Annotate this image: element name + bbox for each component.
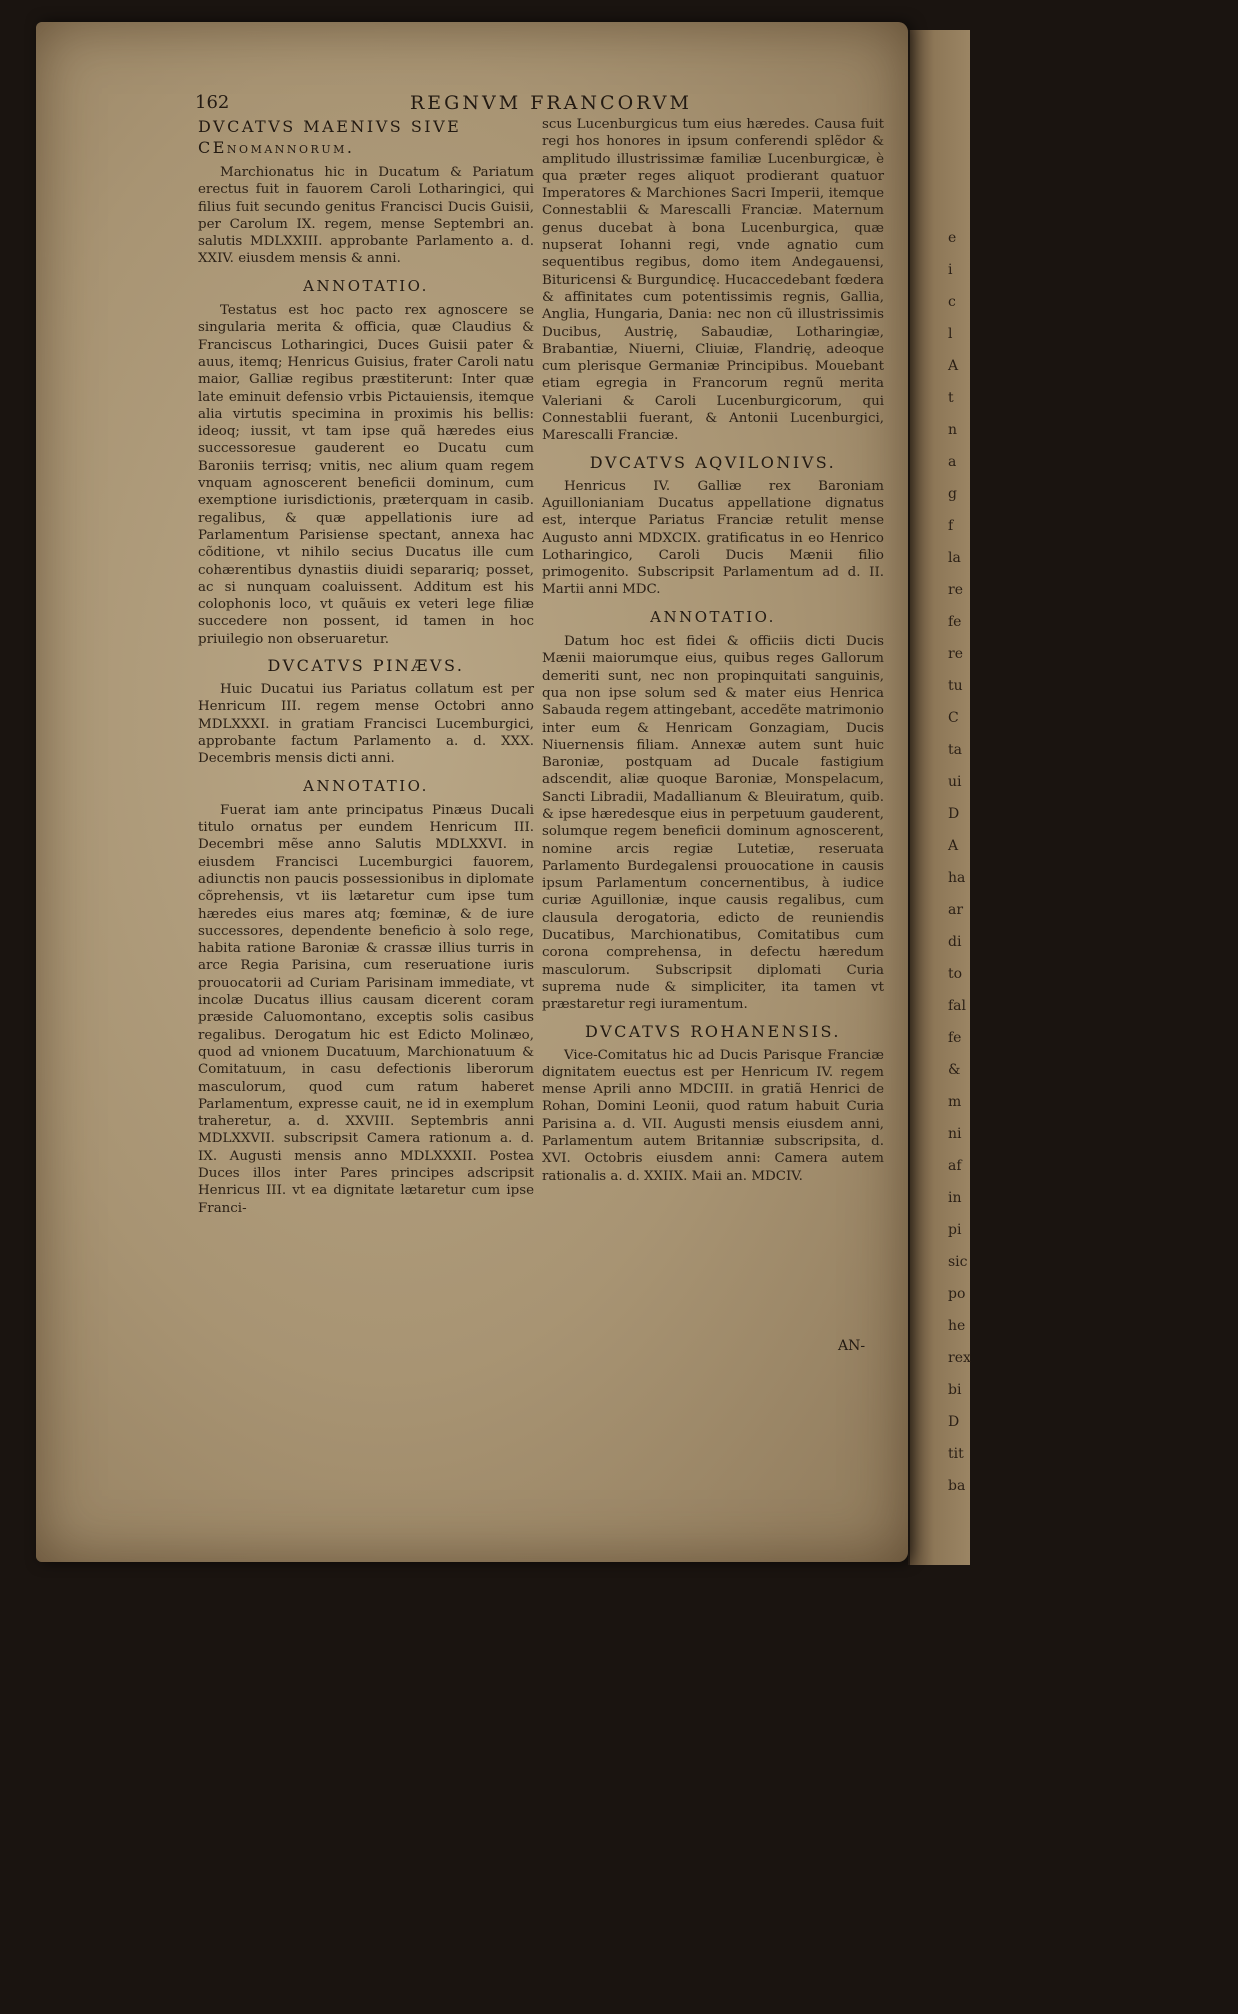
facing-page-fragment: ui [948, 774, 962, 790]
facing-page-fragment: la [948, 550, 961, 566]
facing-page-fragment: D [948, 806, 960, 822]
facing-page-fragment: ni [948, 1126, 962, 1142]
facing-page-fragment: af [948, 1158, 962, 1174]
paragraph-aquilonius: Henricus IV. Galliæ rex Baroniam Aguillonianiam Ducatus appellatione dignatus est, interque Pariatus Franciæ retulit mense Augusto anni MDXCIX. gratificatus in eo Henrico Lotharingico, Caroli Ducis Mænii filio primogenito. Subscripsit Parlamentum ad d. II. Martii anni MDC. [542, 478, 884, 598]
facing-page-fragment: ar [948, 902, 964, 918]
facing-page-fragment: di [948, 934, 962, 950]
facing-page-edge [908, 30, 970, 1565]
facing-page-fragment: po [948, 1286, 966, 1302]
facing-page-fragment: m [948, 1094, 962, 1110]
facing-page-fragment: ta [948, 742, 962, 758]
paragraph-annotatio-aquilonius: Datum hoc est fidei & officiis dicti Ducis Mænii maiorumque eius, quibus reges Gallorum demeriti sunt, nec non propinquitati sanguinis, qua non ipse solum sed & mater eius Henrica Sabauda regem attingebant, accedẽte matrimonio inter eum & Henricam Gonzagiam, Ducis Niuernensis filiam. Annexæ autem sunt huic Baroniæ, postquam ad Ducale fastigium adscendit, aliæ quoque Baroniæ, Monspelacum, Sancti Libradii, Madallianum & Bleuiratum, quib. & ipse hæredesque eius in perpetuum gauderent, solumque regem beneficii dominum agnoscerent, nomine arcis regiæ Lutetiæ, reseruata Parlamento Burdegalensi prouocatione in causis ipsum Parlamentum concernentibus, à iudice curiæ Aguilloniæ, inque causis regalibus, cum clausula derogatoria, edicto de reuniendis Ducatibus, Marchionatibus, Comitatibus cum corona comprehensa, in defectu hæredum masculorum. Subscripsit diplomati Curia suprema nude & simpliciter, ita tamen vt præstaretur regi iuramentum. [542, 634, 884, 1013]
page-number: 162 [195, 92, 230, 113]
paragraph-maenius: Marchionatus hic in Ducatum & Pariatum erectus fuit in fauorem Caroli Lotharingici, qui filius fuit secundo genitus Francisci Ducis Guisii, per Carolum IX. regem, mense Septembri an. salutis MDLXXIII. approbante Parlamento a. d. XXIV. eiusdem mensis & anni. [198, 165, 534, 267]
annotatio-heading: ANNOTATIO. [303, 776, 429, 795]
facing-page-fragment: re [948, 646, 963, 662]
facing-page-fragment: in [948, 1190, 962, 1206]
facing-page-fragment: g [948, 486, 957, 502]
running-header [195, 92, 885, 114]
facing-page-fragment: l [948, 326, 953, 342]
paragraph-continuation: scus Lucenburgicus tum eius hæredes. Causa fuit regi hos honores in ipsum conferendi splẽdor & amplitudo illustrissimæ familiæ Lucenburgicæ, è qua præter reges aliquot prodierant quatuor Imperatores & Marchiones Sacri Imperii, itemque Connestablii & Marescalli Franciæ. Maternum genus ducebat à bona Lucenburgica, quæ nupserat Iohanni regi, vnde agnatio cum sequentibus regibus, domo item Andegauensi, Bituricensi & Burgundicę. Hucaccedebant fœdera & affinitates cum potentissimis regnis, Gallia, Anglia, Hungaria, Dania: nec non cũ illustrissimis Ducibus, Austrię, Sabaudiæ, Lotharingiæ, Brabantiæ, Niuerni, Cliuiæ, Flandrię, adeoque cum plerisque Germaniæ Principibus. Mouebant etiam egregia in Francorum regnũ merita Valeriani & Caroli Lucenburgicorum, qui Connestablii fuerant, & Antonii Lucenburgici, Marescalli Franciæ. [542, 117, 884, 444]
facing-page-fragment: fe [948, 614, 962, 630]
paragraph-pinaeus: Huic Ducatui ius Pariatus collatum est per Henricum III. regem mense Octobri anno MDLXXXI. in gratiam Francisci Lucemburgici, approbante factum Parlamento a. d. XXX. Decembris mensis dicti anni. [198, 682, 534, 767]
paragraph-rohanensis: Vice-Comitatus hic ad Ducis Parisque Franciæ dignitatem euectus est per Henricum IV. regem mense Aprili anno MDCIII. in gratiã Henrici de Rohan, Domini Leonii, quod ratum habuit Curia Parisina a. d. VII. Augusti mensis eiusdem anni, Parlamentum autem Britanniæ subscripsita, d. XVI. Octobris eiusdem anni: Camera autem rationalis a. d. XXIIX. Maii an. MDCIV. [542, 1047, 884, 1184]
facing-page-fragment: fe [948, 1030, 962, 1046]
facing-page-fragment: t [948, 390, 954, 406]
facing-page-fragment: fal [948, 998, 967, 1014]
facing-page-fragment: e [948, 230, 957, 246]
section-heading-maenius: DVCATVS MAENIVS SIVE CEnomannorum. [198, 117, 462, 157]
facing-page-fragment: ba [948, 1478, 966, 1494]
facing-page-fragment: A [948, 358, 959, 374]
facing-page-fragment: i [948, 262, 953, 278]
facing-page-fragment: a [948, 454, 957, 470]
facing-page-fragment: ha [948, 870, 966, 886]
facing-page-fragment: sic [948, 1254, 968, 1270]
section-heading-aquilonius: DVCATVS AQVILONIVS. [589, 452, 837, 472]
facing-page-fragment: rex [948, 1350, 971, 1366]
paragraph-annotatio-maenius: Testatus est hoc pacto rex agnoscere se singularia merita & officia, quæ Claudius & Franciscus Lotharingici, Duces Guisii pater & auus, itemq; Henricus Guisius, frater Caroli natu maior, Galliæ regibus præstiterunt: Inter quæ late eminuit defensio vrbis Pictauiensis, itemque alia virtutis specimina in proximis his bellis: ideoq; iussit, vt tam ipse quã hæredes eius successoresue gauderent eo Ducatu cum Baroniis terrisq; vnitis, nec alium quam regem vnquam agnoscerent beneficii dominum, cum exemptione iurisdictionis, præterquam in casib. regalibus, & quæ appellationis iure ad Parlamentum Parisiense spectant, annexa hac cõditione, vt nihilo secius Ducatus ille cum cohærentibus dynastiis diuidi separariq; posset, ac si nunquam coaluissent. Additum est his colophonis loco, vt quãuis ex veteri lege filiæ succedere non possent, id tamen in hoc priuilegio non obseruaretur. [198, 303, 534, 647]
right-column [542, 116, 884, 1185]
facing-page-fragment: n [948, 422, 958, 438]
annotatio-heading: ANNOTATIO. [303, 276, 429, 295]
running-title: REGNVM FRANCORVM [410, 92, 692, 114]
facing-page-fragment: f [948, 518, 954, 534]
facing-page-fragment: D [948, 1414, 960, 1430]
annotatio-heading: ANNOTATIO. [650, 607, 776, 626]
section-heading-pinaeus: DVCATVS PINÆVS. [267, 656, 465, 676]
left-column [198, 116, 534, 1217]
section-heading-rohanensis: DVCATVS ROHANENSIS. [585, 1021, 841, 1041]
facing-page-fragment: bi [948, 1382, 962, 1398]
facing-page-fragment: & [948, 1062, 961, 1078]
facing-page-fragment: re [948, 582, 963, 598]
facing-page-fragment: C [948, 710, 959, 726]
catchword: AN- [838, 1338, 866, 1354]
paragraph-annotatio-pinaeus: Fuerat iam ante principatus Pinæus Ducali titulo ornatus per eundem Henricum III. Decembri mẽse anno Salutis MDLXXVI. in eiusdem Francisci Lucemburgici fauorem, adiunctis non paucis possessionibus in diplomate cõprehensis, vt iis lætaretur cum ipse tum hæredes eius mares atq; fœminæ, & de iure successores, dependente beneficio à solo rege, habita ratione Baroniæ & crassæ illius turris in arce Regia Parisina, cum reseruatione iuris prouocatorii ad Curiam Parisinam immediate, vt incolæ Ducatus illius causam dicerent coram præside Caluomontano, exceptis solis casibus regalibus. Derogatum hic est Edicto Molinæo, quod ad vnionem Ducatuum, Marchionatuum & Comitatuum, in casu defectionis liberorum masculorum, quod cum ratum haberet Parlamentum, expresse cauit, ne id in exemplum traheretur, a. d. XXVIII. Septembris anni MDLXXVII. subscripsit Camera rationum a. d. IX. Augusti mensis anno MDLXXXII. Postea Duces illos inter Pares principes adscripsit Henricus III. vt ea dignitate lætaretur cum ipse Franci- [198, 802, 534, 1216]
facing-page-fragment: tu [948, 678, 963, 694]
facing-page-fragment: A [948, 838, 959, 854]
facing-page-fragment: c [948, 294, 956, 310]
facing-page-fragment: pi [948, 1222, 962, 1238]
facing-page-fragment: he [948, 1318, 966, 1334]
facing-page-fragment: to [948, 966, 963, 982]
facing-page-fragment: tit [948, 1446, 964, 1462]
